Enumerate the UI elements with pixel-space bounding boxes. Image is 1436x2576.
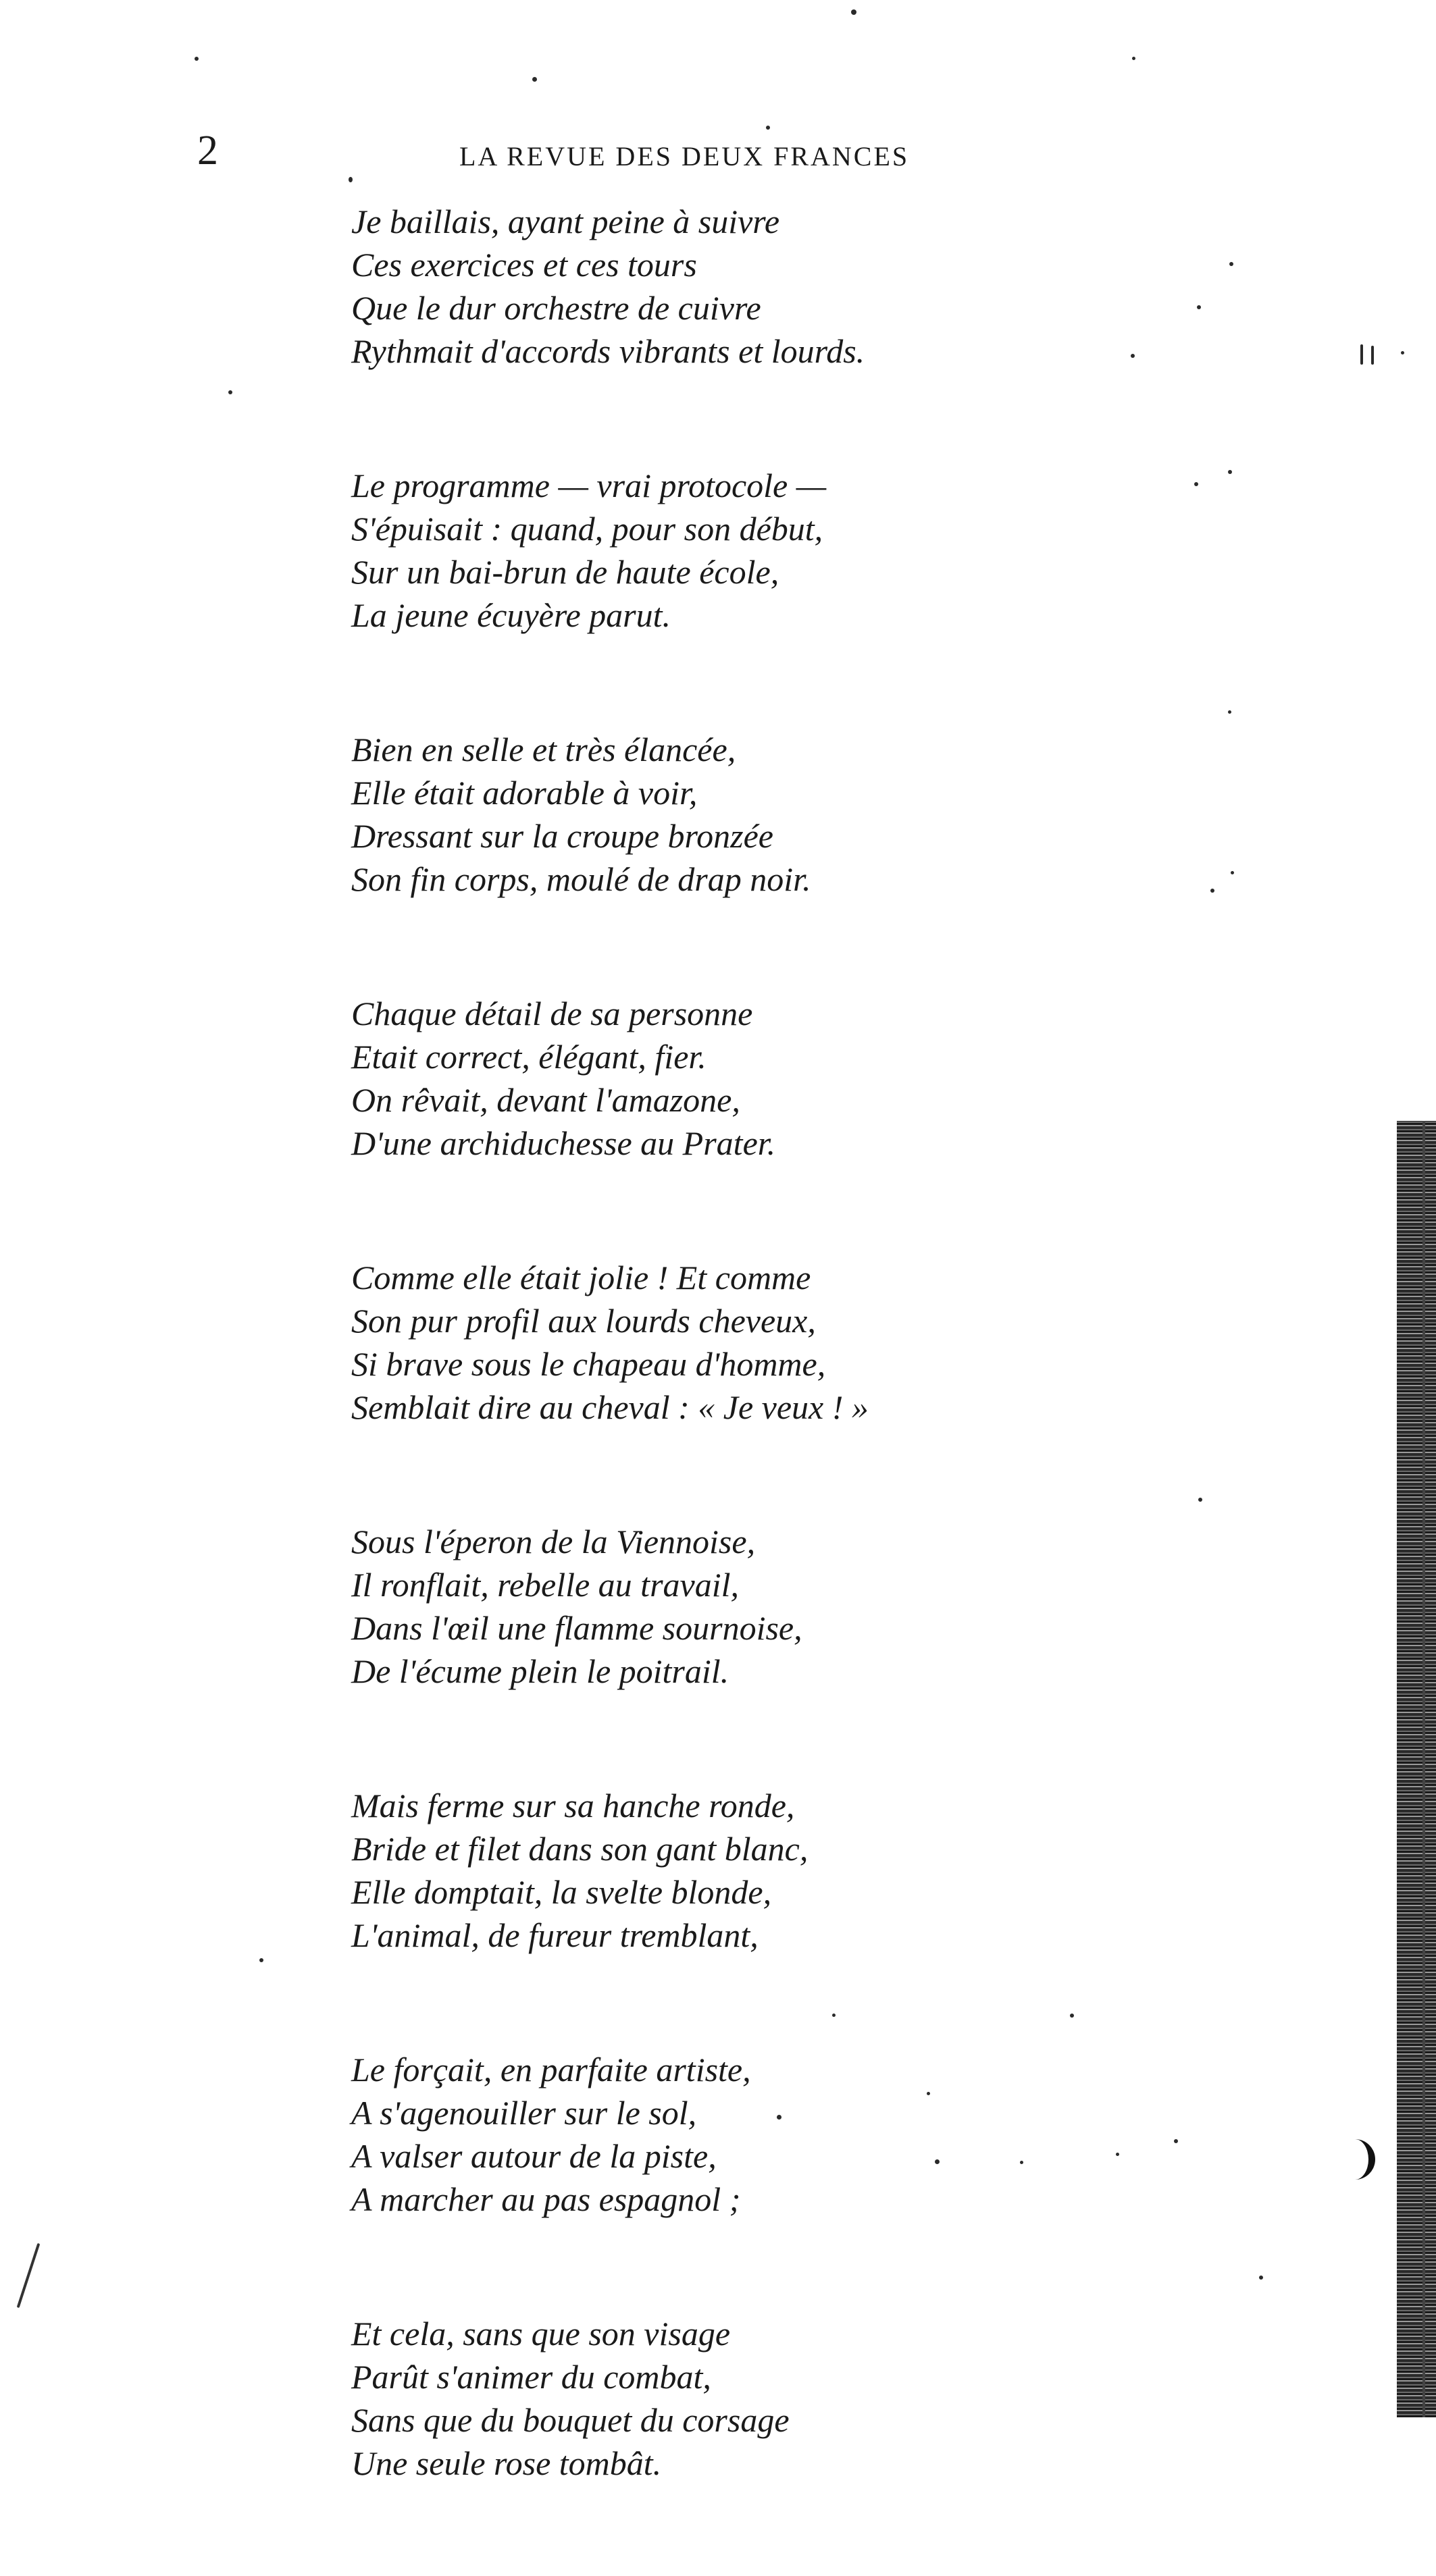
scan-edge-line (1422, 1121, 1425, 2417)
verse-line: Mais ferme sur sa hanche ronde, (351, 1787, 795, 1824)
ink-speck (1360, 344, 1363, 365)
verse-line: S'épuisait : quand, pour son début, (351, 510, 823, 548)
ink-speck (1131, 354, 1135, 358)
verse-line: Son pur profil aux lourds cheveux, (351, 1302, 816, 1340)
ink-speck (195, 57, 199, 61)
ink-speck (1174, 2139, 1178, 2143)
verse-line: D'une archiduchesse au Prater. (351, 1124, 776, 1162)
verse-line: Que le dur orchestre de cuivre (351, 289, 761, 327)
verse-line: A valser autour de la piste, (351, 2137, 717, 2175)
verse-line: Et cela, sans que son visage (351, 2315, 731, 2352)
ink-speck (1259, 2276, 1263, 2280)
verse-line: Comme elle était jolie ! Et comme (351, 1259, 811, 1296)
verse-line: Semblait dire au cheval : « Je veux ! » (351, 1388, 869, 1426)
verse-line: A s'agenouiller sur le sol, (351, 2094, 697, 2132)
verse-line: Chaque détail de sa personne (351, 995, 753, 1032)
verse-line: Bride et filet dans son gant blanc, (351, 1830, 809, 1868)
ink-speck (259, 1958, 263, 1962)
running-title: LA REVUE DES DEUX FRANCES (459, 141, 910, 172)
verse-line: Parût s'animer du combat, (351, 2358, 711, 2396)
verse-line: Sous l'éperon de la Viennoise, (351, 1523, 756, 1560)
ink-speck (1132, 57, 1135, 60)
verse-line: Le programme — vrai protocole — (351, 467, 827, 504)
verse-line: Une seule rose tombât. (351, 2444, 662, 2482)
ink-speck (532, 77, 537, 82)
page-number: 2 (197, 128, 218, 174)
ink-speck (1070, 2014, 1074, 2018)
verse-line: Ces exercices et ces tours (351, 246, 697, 284)
ink-speck (1228, 710, 1231, 714)
verse-line: Etait correct, élégant, fier. (351, 1038, 707, 1076)
verse-line: Elle domptait, la svelte blonde, (351, 1873, 772, 1911)
stray-bracket-mark (1351, 2139, 1375, 2180)
ink-speck (1020, 2161, 1023, 2164)
verse-line: Son fin corps, moulé de drap noir. (351, 860, 811, 898)
verse-line: Sur un bai-brun de haute école, (351, 553, 779, 591)
verse-line: Il ronflait, rebelle au travail, (351, 1566, 739, 1604)
ink-speck (927, 2092, 930, 2095)
stanza (351, 2312, 1081, 2485)
stray-ink-mark (17, 2243, 41, 2308)
verse-line: Je baillais, ayant peine à suivre (351, 203, 780, 240)
verse-line: Elle était adorable à voir, (351, 774, 698, 812)
ink-speck (1194, 482, 1198, 486)
stanza (351, 200, 1081, 373)
verse-line: De l'écume plein le poitrail. (351, 1652, 729, 1690)
stanza (351, 464, 1081, 637)
ink-speck (1231, 871, 1234, 874)
ink-speck (1228, 470, 1232, 474)
stanza (351, 2048, 1081, 2221)
verse-line: Dressant sur la croupe bronzée (351, 817, 773, 855)
ink-speck (1116, 2153, 1119, 2156)
stanza (351, 1520, 1081, 1693)
ink-speck (935, 2159, 940, 2164)
poem (351, 200, 1081, 2576)
ink-speck (1371, 346, 1374, 365)
verse-line: A marcher au pas espagnol ; (351, 2180, 741, 2218)
verse-line: L'animal, de fureur tremblant, (351, 1916, 759, 1954)
ink-speck (1229, 262, 1233, 266)
ink-speck (832, 2014, 836, 2017)
verse-line: Si brave sous le chapeau d'homme, (351, 1345, 826, 1383)
verse-line: Sans que du bouquet du corsage (351, 2401, 790, 2439)
verse-line: Dans l'œil une flamme sournoise, (351, 1609, 802, 1647)
ink-speck (766, 126, 770, 130)
ink-speck (851, 9, 856, 15)
stanza (351, 728, 1081, 901)
ink-speck (1210, 889, 1214, 893)
ink-speck (1198, 1498, 1202, 1502)
verse-line: Rythmait d'accords vibrants et lourds. (351, 332, 865, 370)
ink-speck (228, 390, 232, 394)
ink-speck (1197, 305, 1201, 309)
stanza (351, 1784, 1081, 1957)
verse-line: La jeune écuyère parut. (351, 596, 671, 634)
ink-speck (1401, 351, 1404, 354)
ink-speck (777, 2115, 781, 2120)
ink-speck (349, 177, 353, 182)
verse-line: Le forçait, en parfaite artiste, (351, 2051, 751, 2088)
stanza (351, 1256, 1081, 1429)
stanza (351, 992, 1081, 1165)
verse-line: On rêvait, devant l'amazone, (351, 1081, 740, 1119)
verse-line: Bien en selle et très élancée, (351, 731, 736, 768)
scan-edge-shadow (1397, 1121, 1436, 2417)
